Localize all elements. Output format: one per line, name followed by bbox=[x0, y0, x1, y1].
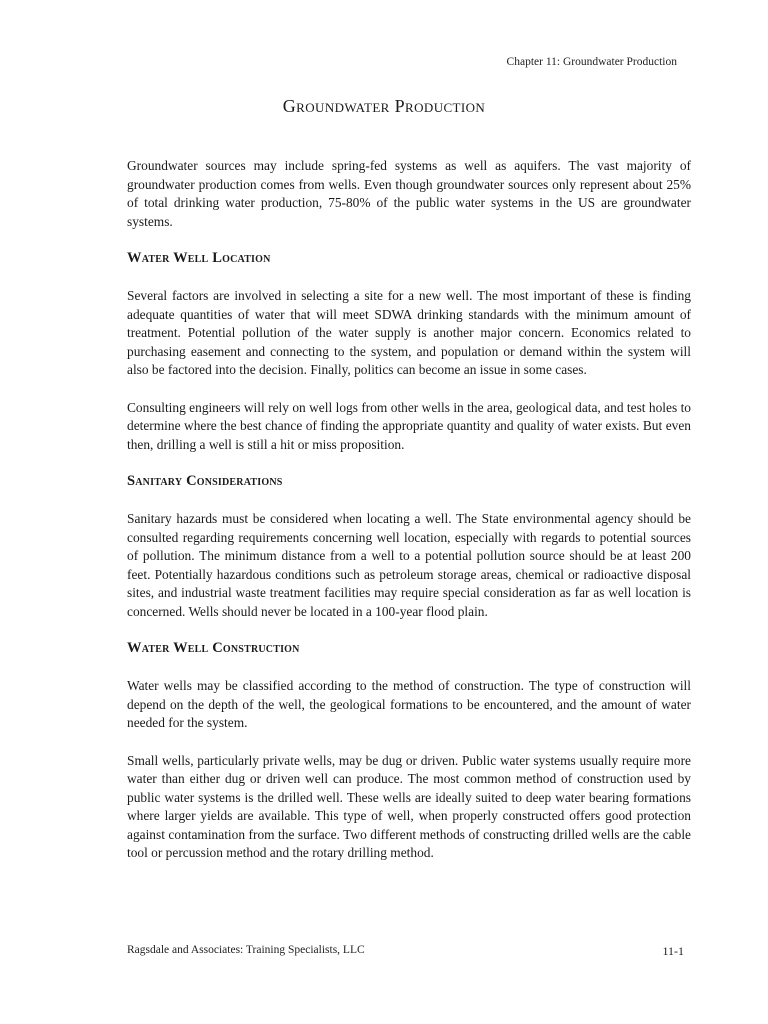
section-heading-sanitary-considerations: Sanitary Considerations bbox=[127, 473, 283, 489]
paragraph-sanitary-hazards: Sanitary hazards must be considered when locating a well. The State environmental agency should be consulted regarding requirements concerning well location, especially with regards to potential sources of pollution. The minimum distance from a well to a potential pollution source should be at least 200 feet. Potentially hazardous conditions such as petroleum storage areas, chemical or radioactive disposal sites, and industrial waste treatment facilities may require special consideration as far as well location is concerned. Wells should never be located in a 100-year flood plain. bbox=[127, 511, 691, 619]
footer-company: Ragsdale and Associates: Training Specialists, LLC bbox=[127, 944, 365, 956]
footer-page-number: 11-1 bbox=[662, 944, 684, 958]
paragraph-consulting-engineers: Consulting engineers will rely on well logs from other wells in the area, geological data, and test holes to determine where the best chance of finding the appropriate quantity and quality of water exists. But even then, drilling a well is still a hit or miss proposition. bbox=[127, 399, 691, 452]
running-header: Chapter 11: Groundwater Production bbox=[506, 56, 677, 68]
section-heading-water-well-construction: Water Well Construction bbox=[127, 640, 300, 656]
section-heading-water-well-location: Water Well Location bbox=[127, 250, 271, 266]
paragraph-well-classification: Water wells may be classified according to the method of construction. The type of construction will depend on the depth of the well, the geological formations to be encountered, and the amount of water needed for the system. bbox=[127, 678, 691, 730]
paragraph-small-wells: Small wells, particularly private wells, may be dug or driven. Public water systems usually require more water than either dug or driven well can produce. The most common method of construction used by public water systems is the drilled well. These wells are ideally suited to deep water bearing formations where larger yields are available. This type of well, when properly constructed offers good protection against contamination from the surface. Two different methods of constructing drilled wells are the cable tool or percussion method and the rotary drilling method. bbox=[127, 752, 691, 860]
page-title: Groundwater Production bbox=[282, 96, 486, 116]
intro-paragraph: Groundwater sources may include spring-fed systems as well as aquifers. The vast majority of groundwater production comes from wells. Even though groundwater sources only represent about 25% of total drinking water production, 75-80% of the public water systems in the US are groundwater systems. bbox=[127, 158, 691, 229]
document-body bbox=[127, 157, 691, 882]
paragraph-site-factors: Several factors are involved in selecting a site for a new well. The most important of these is finding adequate quantities of water that will meet SDWA drinking standards with the minimum amount of treatment. Potential pollution of the water supply is another major concern. Economics related to purchasing easement and connecting to the system, and population or demand within the system will also be factored into the decision. Finally, politics can become an issue in some cases. bbox=[127, 288, 691, 377]
